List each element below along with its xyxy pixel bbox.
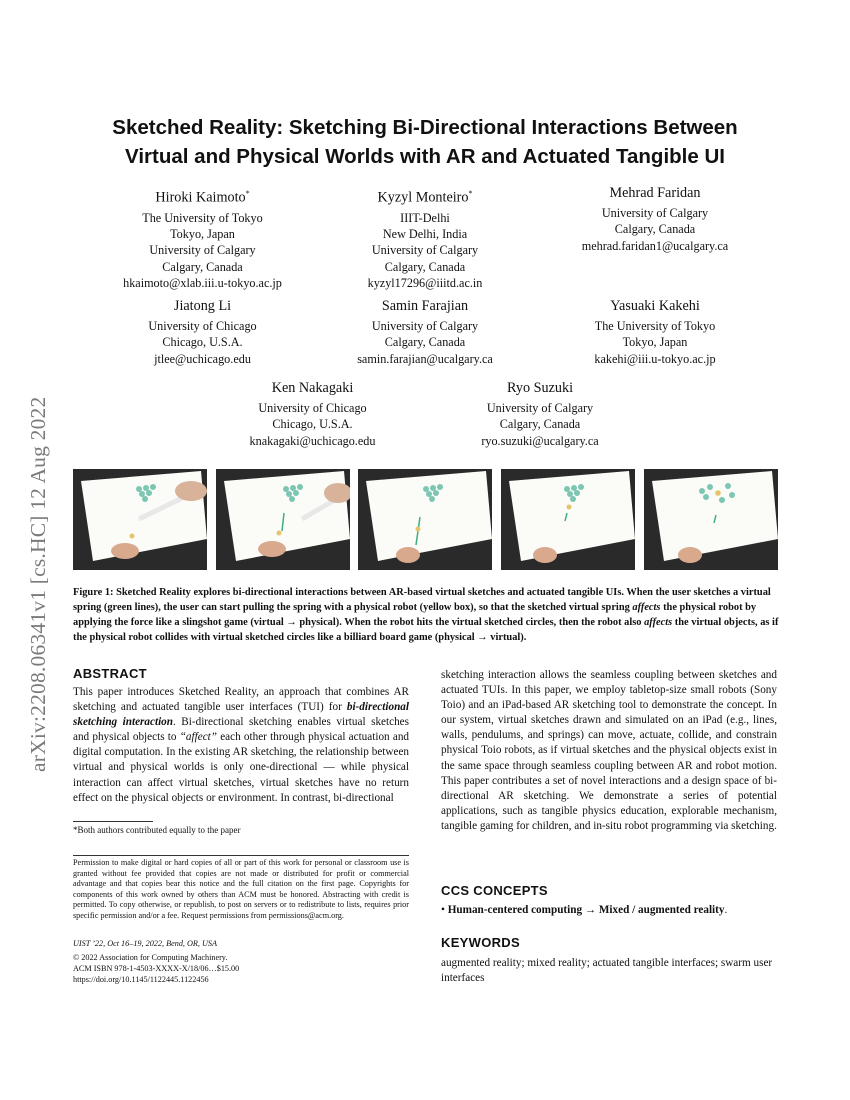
paper-title [60, 113, 790, 171]
ccs-concepts: • Human-centered computing → Mixed / augmented reality. [441, 904, 728, 916]
photo-ipad-sketch-2 [216, 469, 350, 570]
author-affiliation: IIIT-Delhi [400, 210, 450, 225]
author-affiliation: University of Calgary [601, 206, 709, 220]
teaser-figure [73, 469, 778, 571]
author-location: Chicago, U.S.A. [162, 335, 243, 350]
author-location: Tokyo, Japan [170, 227, 235, 242]
author-affiliation: University of Chicago [258, 401, 367, 415]
figure-photo-3 [358, 469, 492, 570]
author-name: Kyzyl Monteiro [377, 189, 469, 206]
copyright-line: © 2022 Association for Computing Machinery. [73, 953, 228, 962]
author-email: jtlee@uchicago.edu [154, 351, 251, 366]
author-block [95, 184, 310, 291]
equal-contribution-mark: * [245, 189, 250, 198]
author-location: New Delhi, India [382, 227, 468, 242]
author-email: hkaimoto@xlab.iii.u-tokyo.ac.jp [123, 275, 282, 290]
author-affiliation: University of Calgary [486, 401, 594, 415]
author-location: Calgary, Canada [384, 259, 466, 274]
author-name: Yasuaki Kakehi [610, 298, 700, 314]
author-block [95, 297, 310, 367]
author-email: mehrad.faridan1@ucalgary.ca [581, 238, 729, 253]
author-name: Jiatong Li [173, 298, 232, 314]
author-email: kakehi@iii.u-tokyo.ac.jp [594, 351, 716, 366]
author-location: Calgary, Canada [384, 335, 466, 350]
author-block [440, 379, 640, 449]
author-location: Calgary, Canada [499, 417, 581, 432]
abstract-text-left: This paper introduces Sketched Reality, an approach that combines AR sketching and actuated tangible user interfaces (TUI) for bi-directional sketching interaction. Bi-directional sketching enables virtual sketches and physical objects to “affect” each other through physical actuation and digital computation. In the existing AR sketching, the relationship between virtual and physical worlds is only one-directional — while physical interaction can affect virtual sketches, virtual sketches have no return effect on the physical objects or environment. In contrast, bi-directional [73, 686, 409, 804]
author-location: Calgary, Canada [614, 222, 696, 237]
title-line-1: Sketched Reality: Sketching Bi-Directional Interactions Between [112, 116, 738, 139]
figure-photo-4 [501, 469, 635, 570]
author-name: Ken Nakagaki [271, 380, 354, 396]
author-name: Ryo Suzuki [506, 380, 574, 396]
footnote-rule [73, 821, 153, 822]
permission-rule [73, 855, 409, 856]
author-block [330, 184, 520, 291]
arxiv-identifier: arXiv:2208.06341v1 [cs.HC] 12 Aug 2022 [26, 396, 50, 772]
author-email: samin.farajian@ucalgary.ca [357, 351, 493, 366]
author-affiliation: University of Calgary [149, 243, 256, 258]
bullet-icon: • [441, 904, 445, 916]
author-name: Hiroki Kaimoto [155, 189, 246, 206]
author-affiliation: University of Calgary [371, 243, 479, 258]
figure-photo-5 [644, 469, 778, 570]
author-name: Samin Farajian [381, 298, 469, 314]
author-email: ryo.suzuki@ucalgary.ca [481, 433, 599, 448]
equal-contribution-mark: * [468, 189, 473, 198]
author-affiliation: University of Calgary [371, 319, 479, 333]
figure-caption: Figure 1: Sketched Reality explores bi-directional interactions between AR-based virtual sketches and actuated tangible UIs. When the user sketches a virtual spring (green lines), the user can start pulling the spring with a physical robot (yellow box), so that the sketched virtual spring affects the physical robot by applying the force like a slingshot game (virtual → physical). When the robot hits the virtual sketched circles, then the robot also affects the virtual objects, as if the physical robot collides with virtual sketched circles like a billiard board game (physical → virtual). [73, 587, 779, 643]
permission-notice: Permission to make digital or hard copies of all or part of this work for personal or classroom use is granted without fee provided that copies are not made or distributed for profit or commercial advantage and that copies bear this notice and the full citation on the first page. Copyrights for components of this work owned by others than ACM must be honored. Abstracting with credit is permitted. To copy otherwise, or republish, to post on servers or to redistribute to lists, requires prior specific permission and/or a fee. Request permissions from permissions@acm.org. [73, 858, 409, 920]
author-block [555, 184, 755, 254]
author-location: Tokyo, Japan [622, 335, 688, 350]
photo-ipad-sketch-5 [644, 469, 778, 570]
venue-line: UIST ’22, Oct 16–19, 2022, Bend, OR, USA [73, 939, 218, 948]
photo-ipad-sketch-4 [501, 469, 635, 570]
author-block [555, 297, 755, 367]
author-location: Chicago, U.S.A. [272, 417, 353, 432]
isbn-line: ACM ISBN 978-1-4503-XXXX-X/18/06…$15.00 [73, 964, 240, 973]
abstract-text-right: sketching interaction allows the seamless coupling between sketches and actuated TUIs. In this paper, we employ tabletop-size small robots (Sony Toio) and an iPad-based AR sketching tool to demonstrate the concept. In our system, virtual sketches drawn and simulated on an iPad (e.g., lines, walls, pendulums, and springs) can move, actuate, collide, and constrain physical Toio robots, as if virtual sketches and the physical objects exist in the same space through seamless coupling between AR and robot motion. This paper contributes a set of novel interactions and a design space of bi-directional AR sketching. We demonstrate a series of potential applications, such as tangible physics education, explorable mechanism, tangible gaming for children, and in-situ robot programming via sketching. [441, 669, 777, 832]
keywords-heading: KEYWORDS [441, 935, 520, 950]
author-location: Calgary, Canada [162, 259, 243, 274]
author-block [210, 379, 415, 449]
author-affiliation: University of Chicago [148, 319, 257, 333]
figure-photo-2 [216, 469, 350, 570]
figure-photo-1 [73, 469, 207, 570]
doi-link[interactable]: https://doi.org/10.1145/1122445.1122456 [73, 975, 209, 984]
author-affiliation: The University of Tokyo [594, 319, 716, 333]
author-email: kyzyl17296@iiitd.ac.in [367, 275, 483, 290]
footnote: *Both authors contributed equally to the paper [73, 825, 241, 835]
author-name: Mehrad Faridan [609, 185, 701, 201]
title-line-2: Virtual and Physical Worlds with AR and Actuated Tangible UI [125, 145, 725, 168]
author-affiliation: The University of Tokyo [142, 210, 263, 225]
photo-ipad-sketch-3 [358, 469, 492, 570]
author-block [330, 297, 520, 367]
abstract-heading: ABSTRACT [73, 666, 147, 681]
photo-ipad-sketch-1 [73, 469, 207, 570]
ccs-heading: CCS CONCEPTS [441, 883, 548, 898]
keywords-text: augmented reality; mixed reality; actuated tangible interfaces; swarm user interfaces [441, 957, 773, 985]
author-email: knakagaki@uchicago.edu [249, 433, 376, 448]
